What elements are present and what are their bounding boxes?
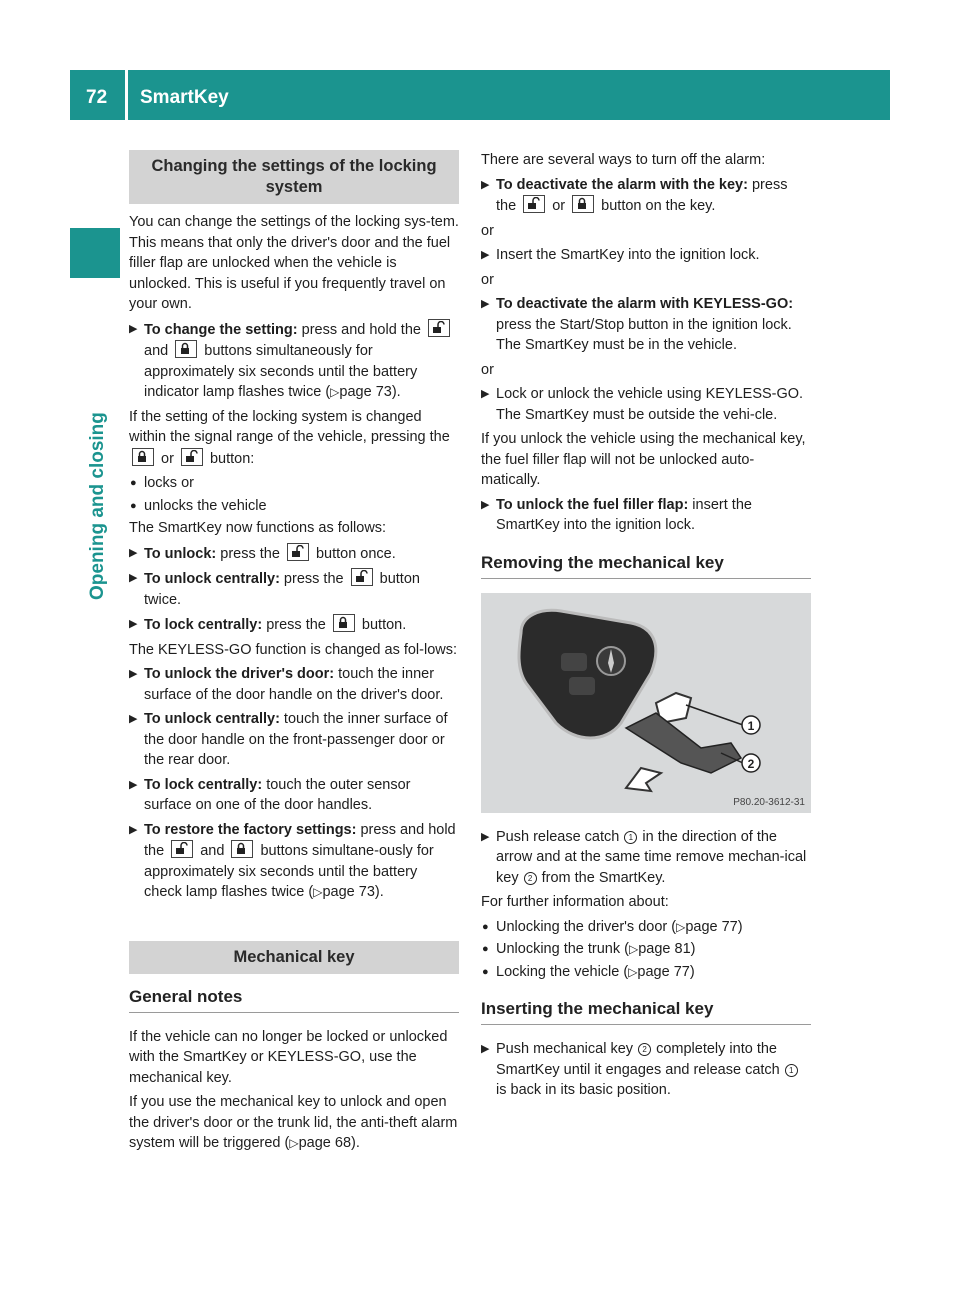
- step-arrow-icon: ▶: [481, 1043, 490, 1055]
- step-arrow-icon: ▶: [129, 778, 138, 791]
- bullet-icon: ●: [482, 943, 489, 955]
- spacer: [129, 907, 459, 941]
- page-ref-icon: ▷: [628, 942, 639, 956]
- further-info: For further information about:: [481, 894, 669, 910]
- step-arrow-icon: ▶: [481, 178, 490, 191]
- step-arrow-icon: ▶: [129, 572, 138, 584]
- callout-2: 2: [747, 756, 755, 771]
- left-column: [129, 150, 459, 1158]
- or-text: or: [481, 271, 494, 288]
- bullet-icon: ●: [482, 965, 489, 978]
- chapter-tab-marker: [70, 228, 120, 278]
- page-ref-icon: ▷: [289, 1136, 299, 1150]
- general-notes-paragraph: If the vehicle can no longer be locked or unlocked with the SmartKey or KEYLESS-GO, use the mechanical key.: [129, 1028, 448, 1086]
- step-arrow-icon: ▶: [129, 823, 138, 836]
- step-arrow-icon: ▶: [481, 498, 490, 511]
- step-alarm-ignition: ▶ Insert the SmartKey into the ignition lock.: [481, 245, 811, 266]
- callout-1: 1: [747, 718, 755, 733]
- list-item: ● Locking the vehicle (▷page 77): [481, 962, 811, 983]
- step-alarm-lock-unlock: ▶ Lock or unlock the vehicle using KEYLESS-GO. The SmartKey must be outside the vehi-cle.: [481, 386, 804, 423]
- step-unlock-fuel-flap: ▶ To unlock the fuel filler flap: insert the SmartKey into the ignition lock.: [481, 496, 752, 533]
- page-ref-link[interactable]: page 73).: [322, 884, 384, 900]
- step-lock-centrally: ▶ To lock centrally: press the button.: [129, 614, 459, 636]
- callout-2-icon: 2: [524, 872, 537, 885]
- callout-1-icon: 1: [624, 831, 637, 844]
- page-ref-link[interactable]: page 77): [685, 918, 743, 935]
- step-arrow-icon: ▶: [481, 298, 490, 310]
- lock-button-icon: [132, 448, 154, 466]
- or-text: or: [481, 361, 494, 378]
- chapter-label-text: Opening and closing: [87, 412, 108, 600]
- header-separator: [125, 70, 128, 120]
- step-change-setting: ▶ To change the setting: press and hold the and buttons simultaneously for approximately six seconds until the battery indicator lamp flashes twice (▷page 73).: [129, 319, 459, 403]
- unlock-button-icon: [287, 543, 309, 561]
- step-arrow-icon: ▶: [481, 249, 490, 261]
- list-item: ● Unlocking the trunk (▷page 81): [481, 939, 811, 960]
- step-arrow-icon: ▶: [129, 322, 138, 335]
- unlock-button-icon: [171, 840, 193, 858]
- lock-button-icon: [572, 195, 594, 213]
- or-text: or: [481, 222, 494, 239]
- list-item: ● Unlocking the driver's door (▷page 77): [481, 917, 811, 938]
- page-ref-link[interactable]: page 73).: [339, 384, 401, 400]
- list-item: ● locks or: [129, 473, 459, 494]
- step-kg-factory-reset: ▶ To restore the factory settings: press and hold the and buttons simultane-ously for approximately six seconds until the battery check lamp flashes twice (▷page 73).: [129, 821, 456, 900]
- step-unlock-centrally: ▶ To unlock centrally: press the button twice.: [129, 568, 459, 610]
- right-column: [481, 150, 811, 1105]
- smartkey-drawing: [481, 593, 811, 813]
- unlock-button-icon: [428, 319, 450, 337]
- figure-code: P80.20-3612-31: [733, 796, 805, 808]
- functions-intro: The SmartKey now functions as follows:: [129, 520, 387, 536]
- callout-2-icon: 2: [638, 1043, 651, 1056]
- subheading-inserting-key: Inserting the mechanical key: [481, 998, 811, 1025]
- bullet-icon: ●: [130, 477, 137, 489]
- page-ref-icon: ▷: [313, 885, 323, 899]
- page-ref-link[interactable]: page 77): [637, 963, 695, 980]
- lock-button-icon: [231, 840, 253, 858]
- step-alarm-keyless-go: ▶ To deactivate the alarm with KEYLESS-GO: press the Start/Stop button in the ignition lock. The SmartKey must be in the vehicle.: [481, 296, 794, 353]
- step-arrow-icon: ▶: [129, 618, 138, 630]
- unlock-button-icon: [351, 568, 373, 586]
- section-heading-locking: Changing the settings of the locking system: [129, 150, 459, 204]
- step-insert-key: ▶ Push mechanical key 2 completely into the SmartKey until it engages and release catch 1 is back in its basic position.: [481, 1039, 811, 1101]
- unlock-button-icon: [181, 448, 203, 466]
- bullet-icon: ●: [482, 920, 489, 933]
- step-kg-lock-centrally: ▶ To lock centrally: touch the outer sensor surface on one of the door handles.: [129, 776, 411, 813]
- step-remove-key: ▶ Push release catch 1 in the direction of the arrow and at the same time remove mechan-ical key 2 from the SmartKey.: [481, 828, 807, 886]
- lock-button-icon: [333, 614, 355, 632]
- callout-1-icon: 1: [785, 1064, 798, 1077]
- section-heading-mechanical-key: Mechanical key: [129, 941, 459, 974]
- step-arrow-icon: ▶: [129, 668, 138, 680]
- lock-button-icon: [175, 340, 197, 358]
- step-arrow-icon: ▶: [129, 546, 138, 559]
- step-kg-unlock-centrally: ▶ To unlock centrally: touch the inner surface of the door handle on the front-passenger door or the rear door.: [129, 711, 448, 768]
- list-item: ● unlocks the vehicle: [129, 496, 459, 517]
- page-title: SmartKey: [140, 87, 229, 108]
- step-unlock: ▶ To unlock: press the button once.: [129, 543, 459, 565]
- smartkey-illustration: [481, 593, 811, 813]
- chapter-label: [86, 412, 110, 624]
- page-number: 72: [86, 87, 108, 108]
- page-ref-icon: ▷: [676, 919, 686, 934]
- unlock-button-icon: [523, 195, 545, 213]
- bullet-icon: ●: [130, 499, 137, 512]
- alarm-trigger-paragraph: If you use the mechanical key to unlock and open the driver's door or the trunk lid, the anti-theft alarm system will be triggered (▷page 68).: [129, 1094, 458, 1151]
- page-ref-link[interactable]: page 81): [638, 941, 696, 957]
- subheading-general-notes: General notes: [129, 986, 459, 1013]
- page-ref-link[interactable]: page 68).: [298, 1135, 360, 1151]
- step-arrow-icon: ▶: [129, 713, 138, 725]
- changed-paragraph: If the setting of the locking system is changed within the signal range of the vehicle, pressing the or button:: [129, 408, 450, 467]
- page-ref-icon: ▷: [628, 964, 638, 979]
- step-arrow-icon: ▶: [481, 830, 490, 843]
- subheading-removing-key: Removing the mechanical key: [481, 552, 811, 579]
- fuel-flap-note: If you unlock the vehicle using the mechanical key, the fuel filler flap will not be unlocked auto-matically.: [481, 431, 806, 488]
- page-ref-icon: ▷: [330, 385, 340, 399]
- alarm-intro: There are several ways to turn off the alarm:: [481, 152, 766, 168]
- step-arrow-icon: ▶: [481, 388, 490, 400]
- keyless-go-intro: The KEYLESS-GO function is changed as fol-lows:: [129, 641, 458, 658]
- step-kg-driver-door: ▶ To unlock the driver's door: touch the inner surface of the door handle on the driver's door.: [129, 666, 444, 703]
- step-alarm-key: ▶ To deactivate the alarm with the key: press the or button on the key.: [481, 176, 788, 214]
- intro-paragraph: You can change the settings of the locking sys-tem. This means that only the driver's door and the fuel filler flap are unlocked when the vehicle is unlocked. This is useful if you frequently travel on your own.: [129, 214, 459, 312]
